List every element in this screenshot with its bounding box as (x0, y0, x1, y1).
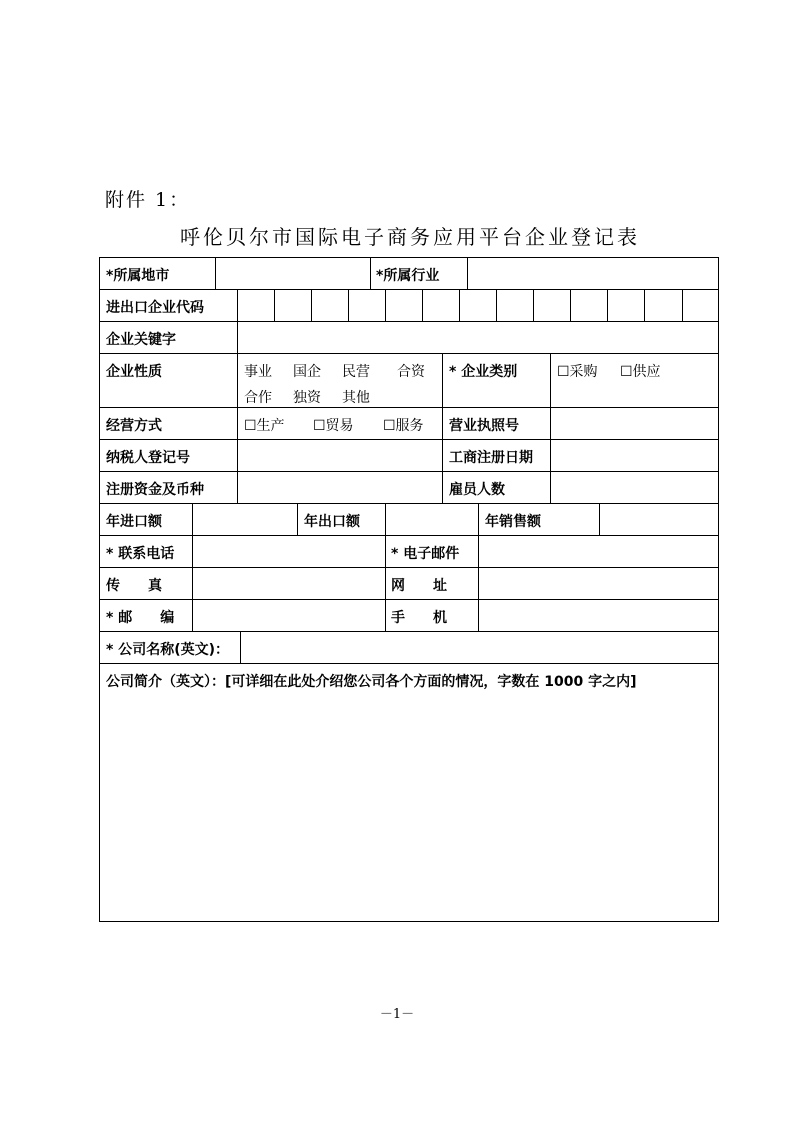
annual-import-field[interactable] (193, 504, 297, 535)
capital-label: 注册资金及币种 (106, 482, 204, 498)
form-title: 呼伦贝尔市国际电子商务应用平台企业登记表 (180, 225, 640, 249)
phone-field[interactable] (193, 536, 385, 567)
website-label: 网 址 (391, 578, 447, 594)
mobile-label: 手 机 (391, 610, 447, 626)
business-mode-production[interactable]: ☐生产 (244, 418, 285, 434)
annual-sales-field[interactable] (600, 504, 718, 535)
trade-code-label: 进出口企业代码 (106, 300, 204, 316)
nature-label: 企业性质 (106, 364, 162, 380)
fax-label: 传 真 (106, 578, 162, 594)
industry-label: *所属行业 (376, 268, 440, 284)
category-option-supply[interactable]: ☐供应 (620, 364, 661, 380)
nature-option-duzi[interactable]: 独资 (293, 390, 321, 406)
email-label: * 电子邮件 (391, 546, 460, 562)
tax-label: 纳税人登记号 (106, 450, 190, 466)
license-label: 营业执照号 (449, 418, 519, 434)
business-mode-service[interactable]: ☐服务 (383, 418, 424, 434)
location-field[interactable] (216, 258, 370, 289)
annual-export-label: 年出口额 (304, 514, 360, 530)
nature-option-hezi[interactable]: 合资 (397, 364, 425, 380)
nature-option-hezuo[interactable]: 合作 (244, 390, 272, 406)
zip-field[interactable] (193, 600, 385, 631)
category-option-purchase[interactable]: ☐采购 (557, 364, 598, 380)
business-mode-trade[interactable]: ☐贸易 (313, 418, 354, 434)
industry-field[interactable] (468, 258, 718, 289)
category-label: * 企业类别 (449, 364, 518, 380)
keywords-field[interactable] (238, 322, 718, 353)
page-number: －1－ (379, 1007, 415, 1022)
mobile-field[interactable] (479, 600, 718, 631)
keywords-label: 企业关键字 (106, 332, 176, 348)
tax-field[interactable] (238, 440, 442, 471)
attachment-label: 附件 1： (105, 189, 191, 211)
zip-label: * 邮 编 (106, 610, 175, 626)
capital-field[interactable] (238, 472, 442, 503)
reg-date-field[interactable] (551, 440, 718, 471)
trade-code-field[interactable] (238, 290, 718, 321)
intro-textarea[interactable] (101, 694, 717, 920)
employees-label: 雇员人数 (449, 482, 505, 498)
website-field[interactable] (479, 568, 718, 599)
reg-date-label: 工商注册日期 (449, 450, 533, 466)
company-name-en-field[interactable] (241, 632, 718, 663)
company-name-en-label: * 公司名称(英文)： (106, 642, 229, 658)
license-field[interactable] (551, 408, 718, 439)
annual-export-field[interactable] (386, 504, 478, 535)
nature-option-guoqi[interactable]: 国企 (293, 364, 321, 380)
annual-import-label: 年进口额 (106, 514, 162, 530)
email-field[interactable] (479, 536, 718, 567)
location-label: *所属地市 (106, 268, 170, 284)
phone-label: * 联系电话 (106, 546, 175, 562)
business-mode-label: 经营方式 (106, 418, 162, 434)
registration-form (99, 257, 719, 922)
annual-sales-label: 年销售额 (485, 514, 541, 530)
nature-option-qita[interactable]: 其他 (342, 390, 370, 406)
intro-label: 公司简介（英文）：[可详细在此处介绍您公司各个方面的情况，字数在 1000 字之内] (106, 674, 637, 690)
nature-option-shiye[interactable]: 事业 (244, 364, 272, 380)
fax-field[interactable] (193, 568, 385, 599)
employees-field[interactable] (551, 472, 718, 503)
nature-option-minying[interactable]: 民营 (342, 364, 370, 380)
